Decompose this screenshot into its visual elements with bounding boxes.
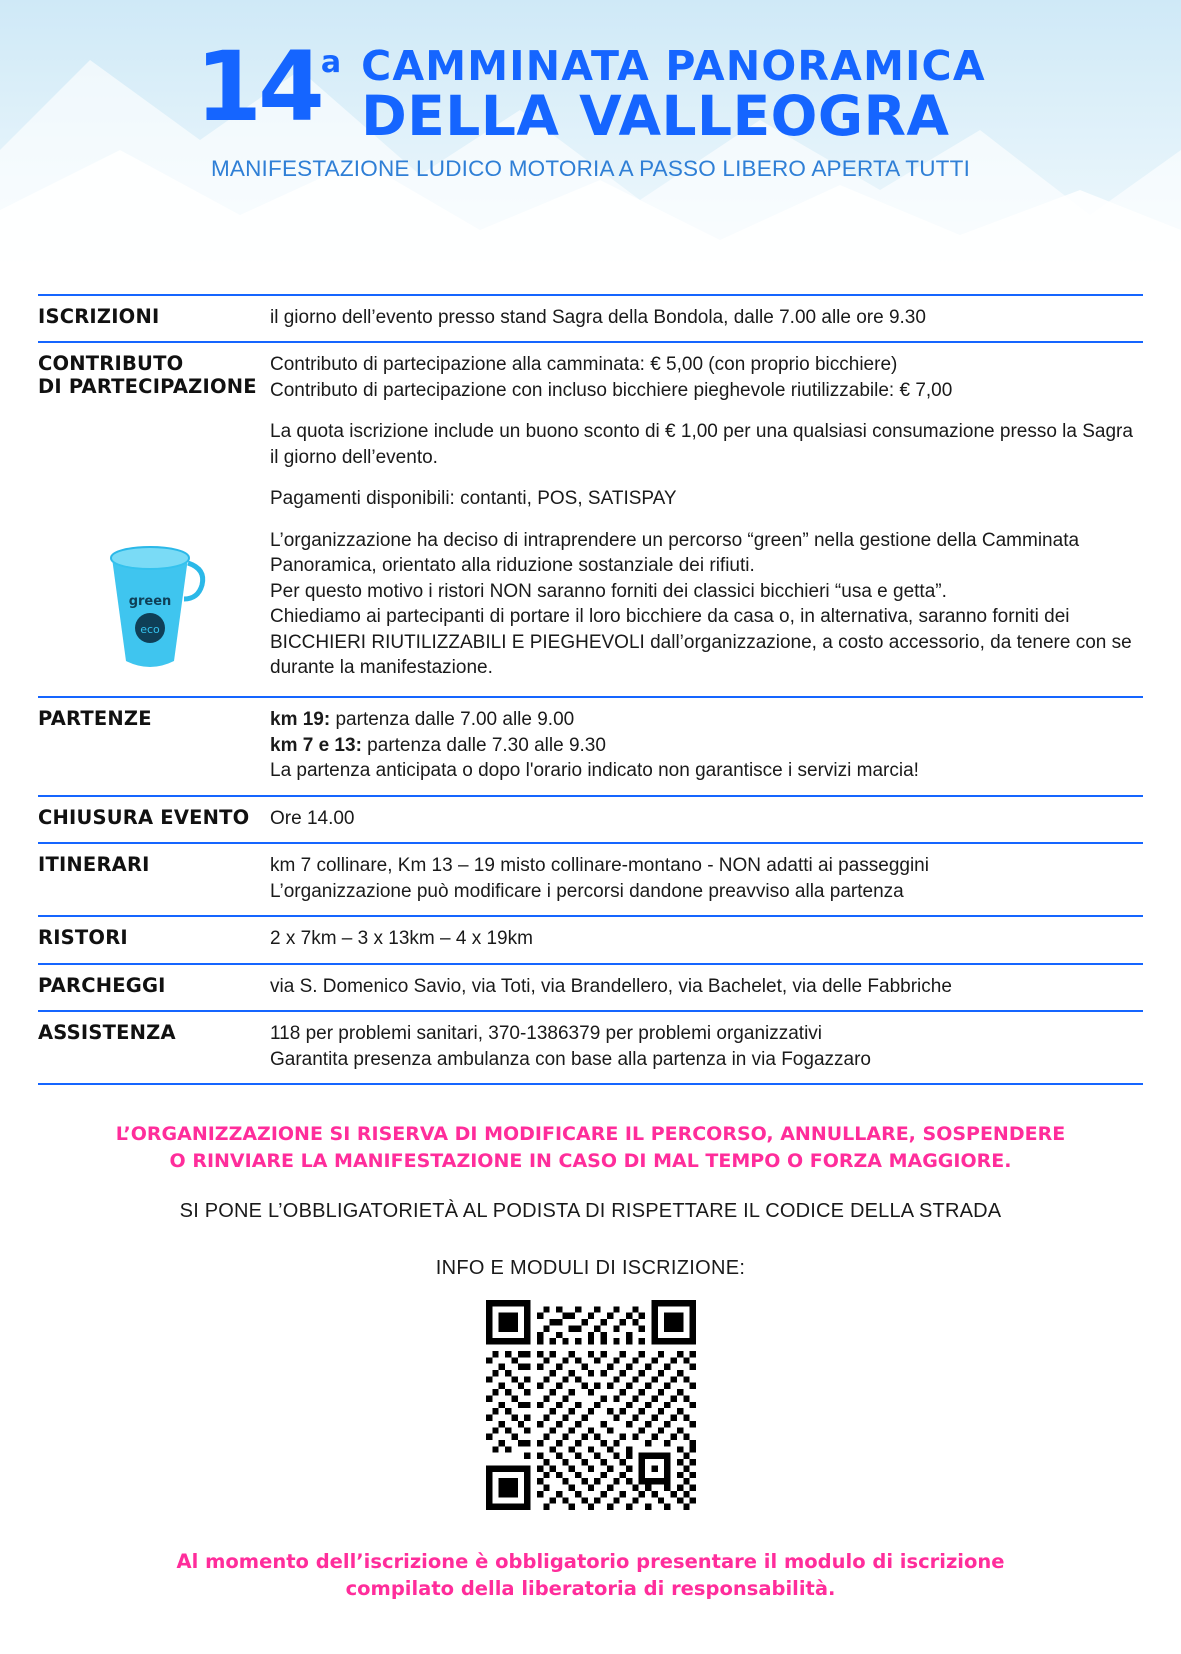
table-row-parcheggi xyxy=(38,964,1143,1011)
iscrizioni-text: il giorno dell’evento presso stand Sagra della Bondola, dalle 7.00 alle ore 9.30 xyxy=(270,307,926,328)
ristori-text: 2 x 7km – 3 x 13km – 4 x 19km xyxy=(270,928,533,950)
contributo-fee-2: Contributo di partecipazione con incluso bicchiere pieghevole riutilizzabile: € 7,00 xyxy=(270,379,953,401)
edition-ordinal: a xyxy=(320,45,342,80)
row-value-contributo xyxy=(270,342,1143,697)
table-row-iscrizioni xyxy=(38,295,1143,342)
table-row-assistenza xyxy=(38,1011,1143,1084)
warning-text xyxy=(60,1121,1121,1174)
warning-line-1: L’ORGANIZZAZIONE SI RISERVA DI MODIFICARE IL PERCORSO, ANNULLARE, SOSPENDERE xyxy=(115,1122,1066,1145)
green-policy-2: Per questo motivo i ristori NON saranno forniti dei classici bicchieri “usa e getta”. xyxy=(270,580,947,602)
row-value-partenze xyxy=(270,697,1143,795)
table-row-partenze xyxy=(38,697,1143,795)
row-value-assistenza xyxy=(270,1011,1143,1084)
row-value-parcheggi xyxy=(270,964,1143,1011)
road-code-rule: SI PONE L’OBBLIGATORIETÀ AL PODISTA DI RISPETTARE IL CODICE DELLA STRADA xyxy=(179,1200,1002,1223)
row-label-ristori: RISTORI xyxy=(38,926,128,950)
title-line-1: CAMMINATA PANORAMICA xyxy=(361,42,986,90)
green-policy-3: Chiediamo ai partecipanti di portare il loro bicchiere da casa o, in alternativa, saranno forniti dei BICCHIERI RIUTILIZZABILI E PIEGHEVOLI dall’organizzazione, a costo accessorio, da tenere con se durante la manifestazione. xyxy=(270,606,1132,678)
edition-number: 14 xyxy=(195,31,321,143)
partenze-km19-text: partenza dalle 7.00 alle 9.00 xyxy=(330,709,575,731)
parcheggi-text: via S. Domenico Savio, via Toti, via Brandellero, via Bachelet, via delle Fabbriche xyxy=(270,975,952,997)
poster-subtitle: MANIFESTAZIONE LUDICO MOTORIA A PASSO LIBERO APERTA TUTTI xyxy=(210,156,971,181)
svg-text:green: green xyxy=(128,594,172,609)
info-registration-label: INFO E MODULI DI ISCRIZIONE: xyxy=(435,1257,746,1280)
partenze-km19-label: km 19: xyxy=(270,709,331,731)
contributo-label-line1: CONTRIBUTO xyxy=(38,352,184,376)
qr-code-icon[interactable] xyxy=(486,1300,696,1510)
itinerari-text-2: L’organizzazione può modificare i percorsi dandone preavviso alla partenza xyxy=(270,880,904,902)
footer-line-2: compilato della liberatoria di responsabilità. xyxy=(345,1577,836,1601)
contributo-fee-1: Contributo di partecipazione alla camminata: € 5,00 (con proprio bicchiere) xyxy=(270,354,898,376)
row-label-iscrizioni: ISCRIZIONI xyxy=(38,305,160,328)
qr-code-container[interactable] xyxy=(60,1300,1121,1510)
info-table xyxy=(38,294,1143,1085)
svg-text:eco: eco xyxy=(140,623,160,636)
reusable-cup-icon xyxy=(92,533,212,683)
row-label-partenze: PARTENZE xyxy=(38,707,152,731)
title-line-2: DELLA VALLEOGRA xyxy=(361,84,950,148)
assistenza-text-2: Garantita presenza ambulanza con base alla partenza in via Fogazzaro xyxy=(270,1048,871,1070)
row-value-ristori xyxy=(270,916,1143,963)
table-row-chiusura xyxy=(38,796,1143,843)
poster-title xyxy=(0,31,1181,148)
row-label-itinerari: ITINERARI xyxy=(38,853,150,877)
notes-section xyxy=(0,1085,1181,1603)
contributo-label-line2: DI PARTECIPAZIONE xyxy=(38,375,257,399)
contributo-payments: Pagamenti disponibili: contanti, POS, SATISPAY xyxy=(270,488,677,510)
footer-line-1: Al momento dell’iscrizione è obbligatorio presentare il modulo di iscrizione xyxy=(176,1550,1005,1574)
table-row-itinerari xyxy=(38,843,1143,916)
warning-line-2: O RINVIARE LA MANIFESTAZIONE IN CASO DI MAL TEMPO O FORZA MAGGIORE. xyxy=(169,1149,1012,1172)
poster-header xyxy=(0,0,1181,272)
table-row-ristori xyxy=(38,916,1143,963)
row-label-chiusura: CHIUSURA EVENTO xyxy=(38,805,250,829)
row-value-chiusura xyxy=(270,796,1143,843)
row-value-itinerari xyxy=(270,843,1143,916)
partenze-km713-label: km 7 e 13: xyxy=(270,734,362,756)
row-value-iscrizioni xyxy=(270,295,1143,342)
row-label-assistenza: ASSISTENZA xyxy=(38,1021,176,1045)
assistenza-text-1: 118 per problemi sanitari, 370-1386379 per problemi organizzativi xyxy=(270,1023,823,1045)
footer-note xyxy=(60,1548,1121,1603)
green-policy-1: L’organizzazione ha deciso di intraprendere un percorso “green” nella gestione della Camminata Panoramica, orientato alla riduzione sostanziale dei rifiuti. xyxy=(270,529,1080,577)
chiusura-text: Ore 14.00 xyxy=(270,807,355,829)
row-label-parcheggi: PARCHEGGI xyxy=(38,973,166,997)
contributo-voucher: La quota iscrizione include un buono sconto di € 1,00 per una qualsiasi consumazione presso la Sagra il giorno dell’evento. xyxy=(270,421,1133,468)
partenze-note: La partenza anticipata o dopo l'orario indicato non garantisce i servizi marcia! xyxy=(270,760,919,782)
itinerari-text-1: km 7 collinare, Km 13 – 19 misto collinare-montano - NON adatti ai passeggini xyxy=(270,855,929,877)
partenze-km713-text: partenza dalle 7.30 alle 9.30 xyxy=(361,734,606,756)
